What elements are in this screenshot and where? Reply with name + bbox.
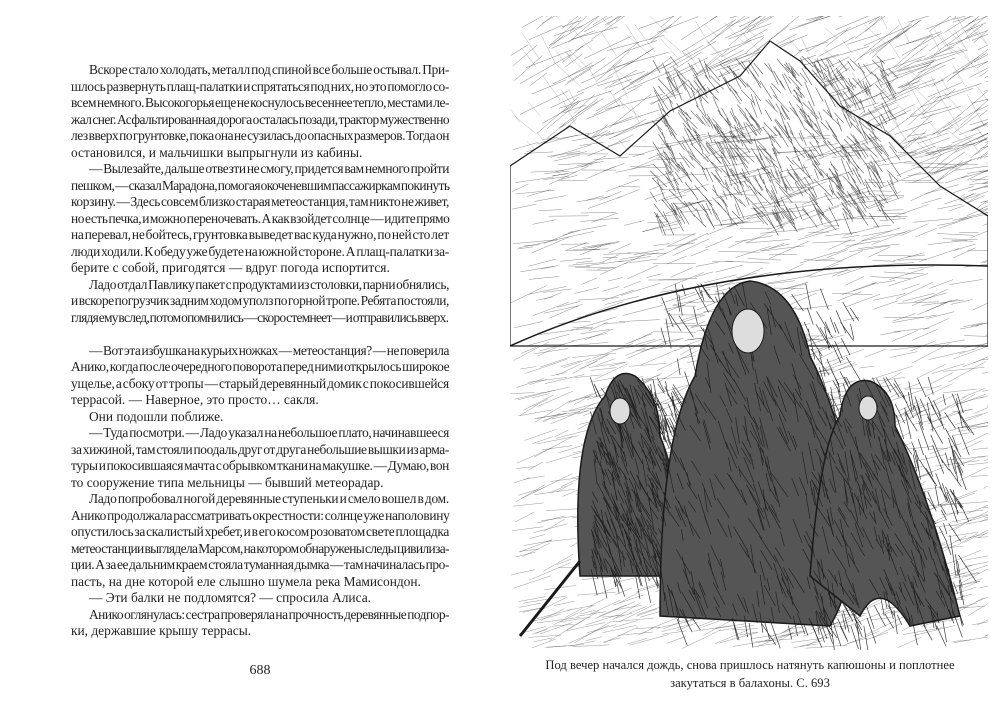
face (859, 396, 877, 420)
section-break (71, 326, 449, 343)
text-line: на перевал, не бойтесь, грунтовка выведет вас куда нужно, по ней сто лет (71, 227, 449, 242)
text-line: опустилось за скалистый хребет, и в его косом розоватом свете площадка (71, 524, 449, 539)
face (732, 309, 764, 353)
text-line: берите с собой, пригодятся — вдруг погода испортится. (71, 260, 390, 275)
text-line: ки, державшие крышу террасы. (71, 623, 252, 638)
text-line: Анико оглянулась: сестра проверяла на прочность деревянные подпор- (89, 606, 449, 622)
text-line: ущелье, а сбоку от тропы — старый деревянный домик с покосившейся (71, 375, 449, 391)
text-line: шлось развернуть плащ-палатки и спрятаться под них, но это помогло со- (71, 78, 449, 94)
body-text (71, 62, 449, 640)
text-line: пасть, на дне которой еле слышно шумела река Мамисондон. (71, 573, 421, 589)
text-line: ции. А за ее дальним краем стояла туманная дымка — там начиналась про- (71, 557, 449, 572)
text-line: туры и покосившаяся мачта с обрывком ткани на макушке. — Думаю, вон (71, 458, 449, 473)
caption-line: закутаться в балахоны. С. 693 (670, 676, 830, 690)
text-line: глядя ему вслед, потом опомнились — скоро стемнеет — и отправились вверх. (71, 309, 449, 325)
text-line: метеостанции выглядела Марсом, на котором обнаружены следы цивилиза- (71, 540, 449, 556)
text-line: и вскоре погрузчик задним ходом уполз по горной тропе. Ребята постояли, (71, 293, 449, 308)
text-line: Они подошли поближе. (89, 408, 224, 424)
text-line: люди ходили. К обеду уже будете на южной стороне. А плащ-палатки за- (71, 243, 449, 259)
text-line: Ладо отдал Павлику пакет с продуктами из столовки, парни обнялись, (89, 276, 450, 292)
text-line: Вскоре стало холодать, металл под спиной все больше остывал. При- (89, 62, 449, 77)
text-line: за хижиной, там стояли поодаль друг от друга небольшие вышки из арма- (71, 441, 449, 457)
text-line: остановился, и мальчишки выпрыгнули из кабины. (71, 144, 363, 160)
text-line: — Туда посмотри. — Ладо указал на небольшое плато, начинавшееся (89, 425, 449, 440)
illustration-caption (520, 656, 980, 692)
text-line: корзину. — Здесь совсем близко старая метеостанция, там никто не живет, (71, 194, 449, 209)
text-line: — Эти балки не подломятся? — спросила Алиса. (89, 590, 372, 605)
text-line: Анико продолжала рассматривать окрестности: солнце уже наполовину (71, 507, 450, 523)
right-page (500, 0, 1000, 706)
illustration-hooded-travelers-mountains (510, 16, 988, 650)
face (610, 398, 630, 424)
text-line: — Вот эта избушка на курьих ножках — метеостанция? — не поверила (89, 342, 449, 358)
text-line: то сооружение типа мельницы — бывший метеорадар. (71, 474, 384, 490)
text-line: жал снег. Асфальтированная дорога осталась позади, трактор мужественно (71, 111, 449, 127)
text-line: — Вылезайте, дальше отвезти не смогу, придется вам немного пройти (89, 161, 449, 176)
text-line: террасой. — Наверное, это просто… сакля. (71, 392, 319, 407)
text-line: пешком, — сказал Марадона, помогая окоченевшим пассажиркам покинуть (71, 177, 450, 193)
caption-line: Под вечер начался дождь, снова пришлось натянуть капюшоны и поплотнее (545, 658, 955, 672)
text-line: но есть печка, и можно переночевать. А как взойдет солнце — идите прямо (71, 210, 450, 226)
text-line: Ладо попробовал ногой деревянные ступеньки и смело вошел в дом. (89, 491, 449, 506)
text-line: всем немного. Высокогорья еще не коснулось весеннее тепло, местами ле- (71, 95, 449, 110)
text-line: лез вверх по грунтовке, пока она не сузилась до опасных размеров. Тогда он (71, 128, 449, 143)
page-number: 688 (249, 663, 271, 678)
text-line: Анико, когда после очередного поворота перед ними открылось широкое (71, 359, 450, 374)
